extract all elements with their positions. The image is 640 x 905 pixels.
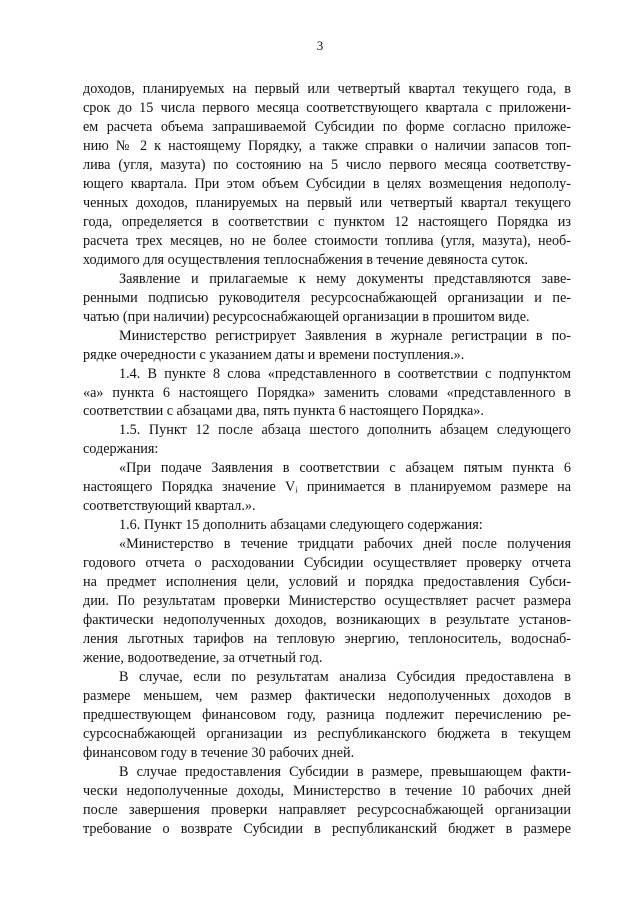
text-line: 1.6. Пункт 15 дополнить абзацами следующего содержания: bbox=[119, 517, 483, 534]
text-line: на предмет исполнения цели, условий и порядка предоставления Субси- bbox=[83, 574, 571, 591]
text-line: ем расчета объема запрашиваемой Субсидии по форме согласно приложе- bbox=[83, 118, 571, 135]
text-line: финансовом году в течение 30 рабочих дней. bbox=[83, 744, 355, 761]
text-line: лива (угля, мазута) по состоянию на 5 число первого месяца соответству- bbox=[83, 156, 571, 173]
text-line: после завершения проверки направляет ресурсоснабжающей организации bbox=[83, 801, 571, 818]
text-line: предшествующем финансовом году, разница подлежит перечислению ре- bbox=[83, 706, 571, 723]
text-line: В случае предоставления Субсидии в размере, превышающем факти- bbox=[119, 763, 571, 780]
text-line: года, определяется в соответствии с пунктом 12 настоящего Порядка из bbox=[83, 213, 571, 230]
text-line: настоящего Порядка значение Vᵢ принимается в планируемом размере на bbox=[83, 479, 571, 496]
text-line: В случае, если по результатам анализа Субсидия предоставлена в bbox=[119, 669, 571, 686]
text-line: «а» пункта 6 настоящего Порядка» заменить словами «представленного в bbox=[83, 384, 571, 401]
text-line: фактически недополученных доходов, возникающих в результате установ- bbox=[83, 612, 571, 629]
text-line: ходимого для осуществления теплоснабжения в течение девяноста суток. bbox=[83, 251, 529, 268]
text-line: ренными подписью руководителя ресурсоснабжающей организации и пе- bbox=[83, 289, 571, 306]
text-line: Министерство регистрирует Заявления в журнале регистрации в по- bbox=[119, 327, 571, 344]
text-line: Заявление и прилагаемые к нему документы представляются заве- bbox=[119, 270, 571, 287]
text-line: ления льготных тарифов на тепловую энергию, теплоноситель, водоснаб- bbox=[83, 631, 571, 648]
text-line: 1.5. Пункт 12 после абзаца шестого дополнить абзацем следующего bbox=[119, 422, 571, 439]
text-line: годового отчета о расходовании Субсидии осуществляет проверку отчета bbox=[83, 555, 571, 572]
text-line: требование о возврате Субсидии в республиканский бюджет в размере bbox=[83, 820, 571, 837]
text-line: размере меньшем, чем размер фактически недополученных доходов в bbox=[83, 688, 571, 704]
text-line: содержания: bbox=[83, 441, 159, 458]
text-line: 1.4. В пункте 8 слова «представленного в соответствии с подпунктом bbox=[119, 365, 571, 382]
text-line: рядке очередности с указанием даты и времени поступления.». bbox=[83, 346, 465, 363]
text-line: дии. По результатам проверки Министерство осуществляет расчет размера bbox=[83, 593, 571, 610]
text-line: соответствии с абзацами два, пять пункта 6 настоящего Порядка». bbox=[83, 403, 484, 420]
text-line: сурсоснабжающей организации из республиканского бюджета в текущем bbox=[83, 725, 571, 742]
text-line: «При подаче Заявления в соответствии с абзацем пятым пункта 6 bbox=[119, 460, 571, 477]
text-line: ченных доходов, планируемых на первый или четвертый квартал текущего bbox=[83, 194, 571, 211]
text-line: доходов, планируемых на первый или четвертый квартал текущего года, в bbox=[83, 81, 571, 97]
text-line: «Министерство в течение тридцати рабочих дней после получения bbox=[119, 536, 571, 553]
text-line: ющего квартала. При этом объем Субсидии в целях возмещения недополу- bbox=[83, 175, 571, 192]
text-line: чатью (при наличии) ресурсоснабжающей организации в прошитом виде. bbox=[83, 308, 530, 325]
text-line: чески недополученные доходы, Министерство в течение 10 рабочих дней bbox=[83, 782, 571, 799]
text-line: жение, водоотведение, за отчетный год. bbox=[83, 650, 323, 667]
text-line: расчета трех месяцев, но не более стоимости топлива (угля, мазута), необ- bbox=[83, 232, 571, 249]
text-line: соответствующий квартал.». bbox=[83, 498, 256, 515]
body-text bbox=[83, 80, 571, 839]
text-line: нию № 2 к настоящему Порядку, а также справки о наличии запасов топ- bbox=[83, 137, 571, 154]
text-line: срок до 15 числа первого месяца соответствующего квартала с приложени- bbox=[83, 99, 571, 116]
page-number: 3 bbox=[316, 38, 324, 53]
